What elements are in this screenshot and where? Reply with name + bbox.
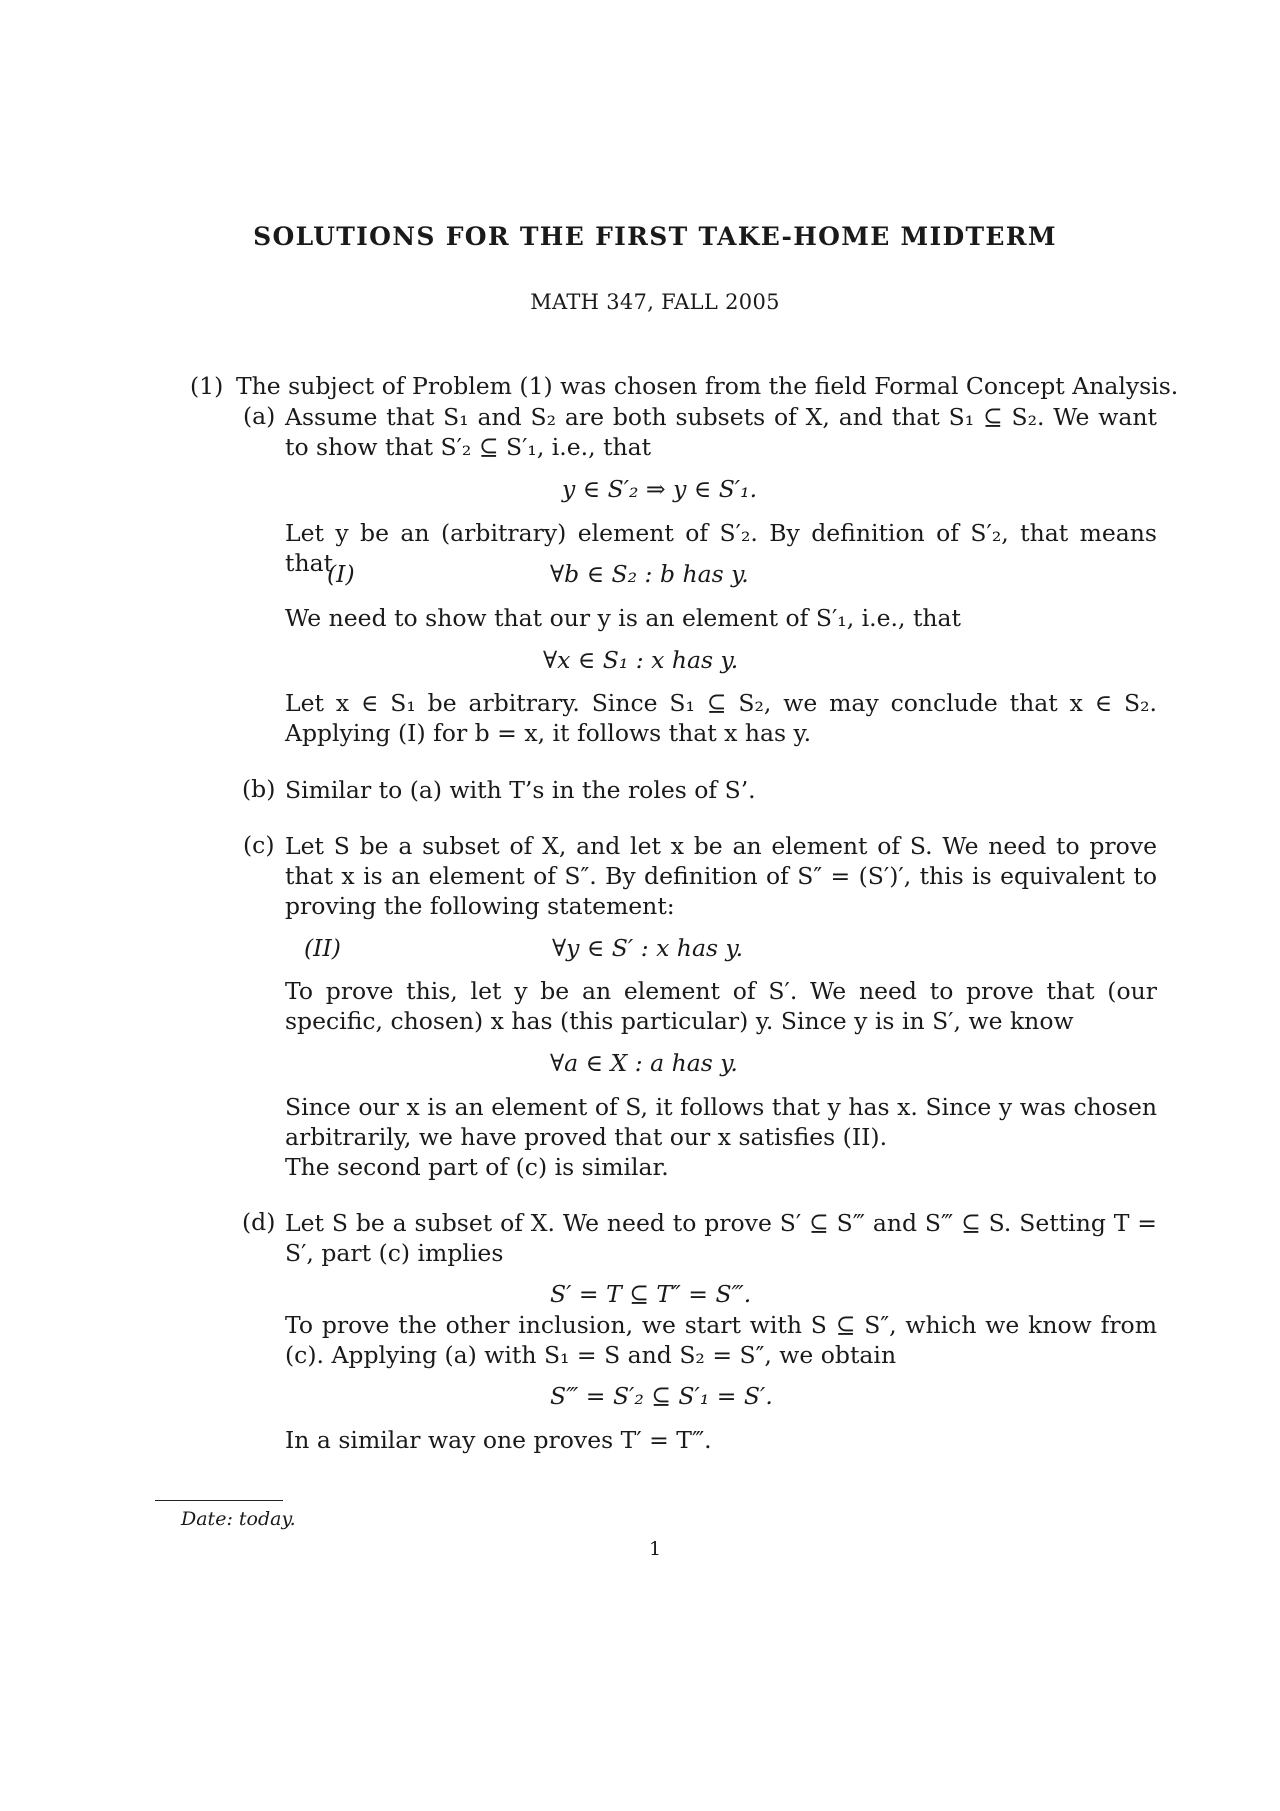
footnote [181,1508,296,1530]
part-c-display-1: ∀y ∈ S′ : x has y. [552,934,744,962]
part-c-paragraph-4: The second part of (c) is similar. [285,1153,669,1181]
part-a-display-1: y ∈ S′₂ ⇒ y ∈ S′₁. [562,475,758,503]
course-subtitle: MATH 347, FALL 2005 [530,290,780,314]
part-a-display-2-label: (I) [327,560,355,588]
part-d-display-1: S′ = T ⊆ T″ = S‴. [550,1280,752,1308]
part-a-display-2: ∀b ∈ S₂ : b has y. [550,560,749,588]
part-a-paragraph-4: Let x ∈ S₁ be arbitrary. Since S₁ ⊆ S₂, we may conclude that x ∈ S₂. Applying (I) for b = x, it follows that x has y. [285,689,1157,747]
page-title: SOLUTIONS FOR THE FIRST TAKE-HOME MIDTERM [253,222,1057,251]
problem-intro: The subject of Problem (1) was chosen from the field Formal Concept Analysis. [236,372,1179,400]
part-a-label: (a) [243,402,276,430]
part-c-paragraph-2: To prove this, let y be an element of S′. We need to prove that (our specific, chosen) x has (this particular) y. Since y is in S′, we know [285,977,1157,1035]
part-d-display-2: S‴ = S′₂ ⊆ S′₁ = S′. [550,1382,773,1410]
part-d-paragraph-3: In a similar way one proves T′ = T‴. [285,1426,712,1454]
problem-number: (1) [190,372,224,400]
part-c-display-1-label: (II) [304,934,341,962]
part-c-paragraph-1: Let S be a subset of X, and let x be an element of S. We need to prove that x is an element of S″. By definition of S″ = (S′)′, this is equivalent to proving the following statement: [285,832,1157,920]
part-a-paragraph-2: Let y be an (arbitrary) element of S′₂. By definition of S′₂, that means that [285,519,1157,577]
footnote-rule [155,1500,283,1501]
part-c-label: (c) [243,831,275,859]
part-d-paragraph-2: To prove the other inclusion, we start with S ⊆ S″, which we know from (c). Applying (a) with S₁ = S and S₂ = S″, we obtain [285,1311,1157,1369]
part-c-paragraph-3: Since our x is an element of S, it follows that y has x. Since y was chosen arbitrarily, we have proved that our x satisfies (II). [285,1093,1157,1151]
part-a-paragraph-1: Assume that S₁ and S₂ are both subsets of X, and that S₁ ⊆ S₂. We want to show that S′₂ ⊆ S′₁, i.e., that [285,403,1157,461]
part-d-paragraph-1: Let S be a subset of X. We need to prove S′ ⊆ S‴ and S‴ ⊆ S. Setting T = S′, part (c) implies [285,1209,1157,1267]
part-a-paragraph-3: We need to show that our y is an element of S′₁, i.e., that [285,604,961,632]
part-a-display-3: ∀x ∈ S₁ : x has y. [543,646,739,674]
footnote-text: Date: today. [181,1508,296,1530]
part-b-label: (b) [242,775,276,803]
part-d-label: (d) [242,1208,276,1236]
part-b-paragraph-1: Similar to (a) with T’s in the roles of S’. [285,776,756,804]
part-c-display-2: ∀a ∈ X : a has y. [550,1049,738,1077]
page-number: 1 [648,1538,662,1560]
